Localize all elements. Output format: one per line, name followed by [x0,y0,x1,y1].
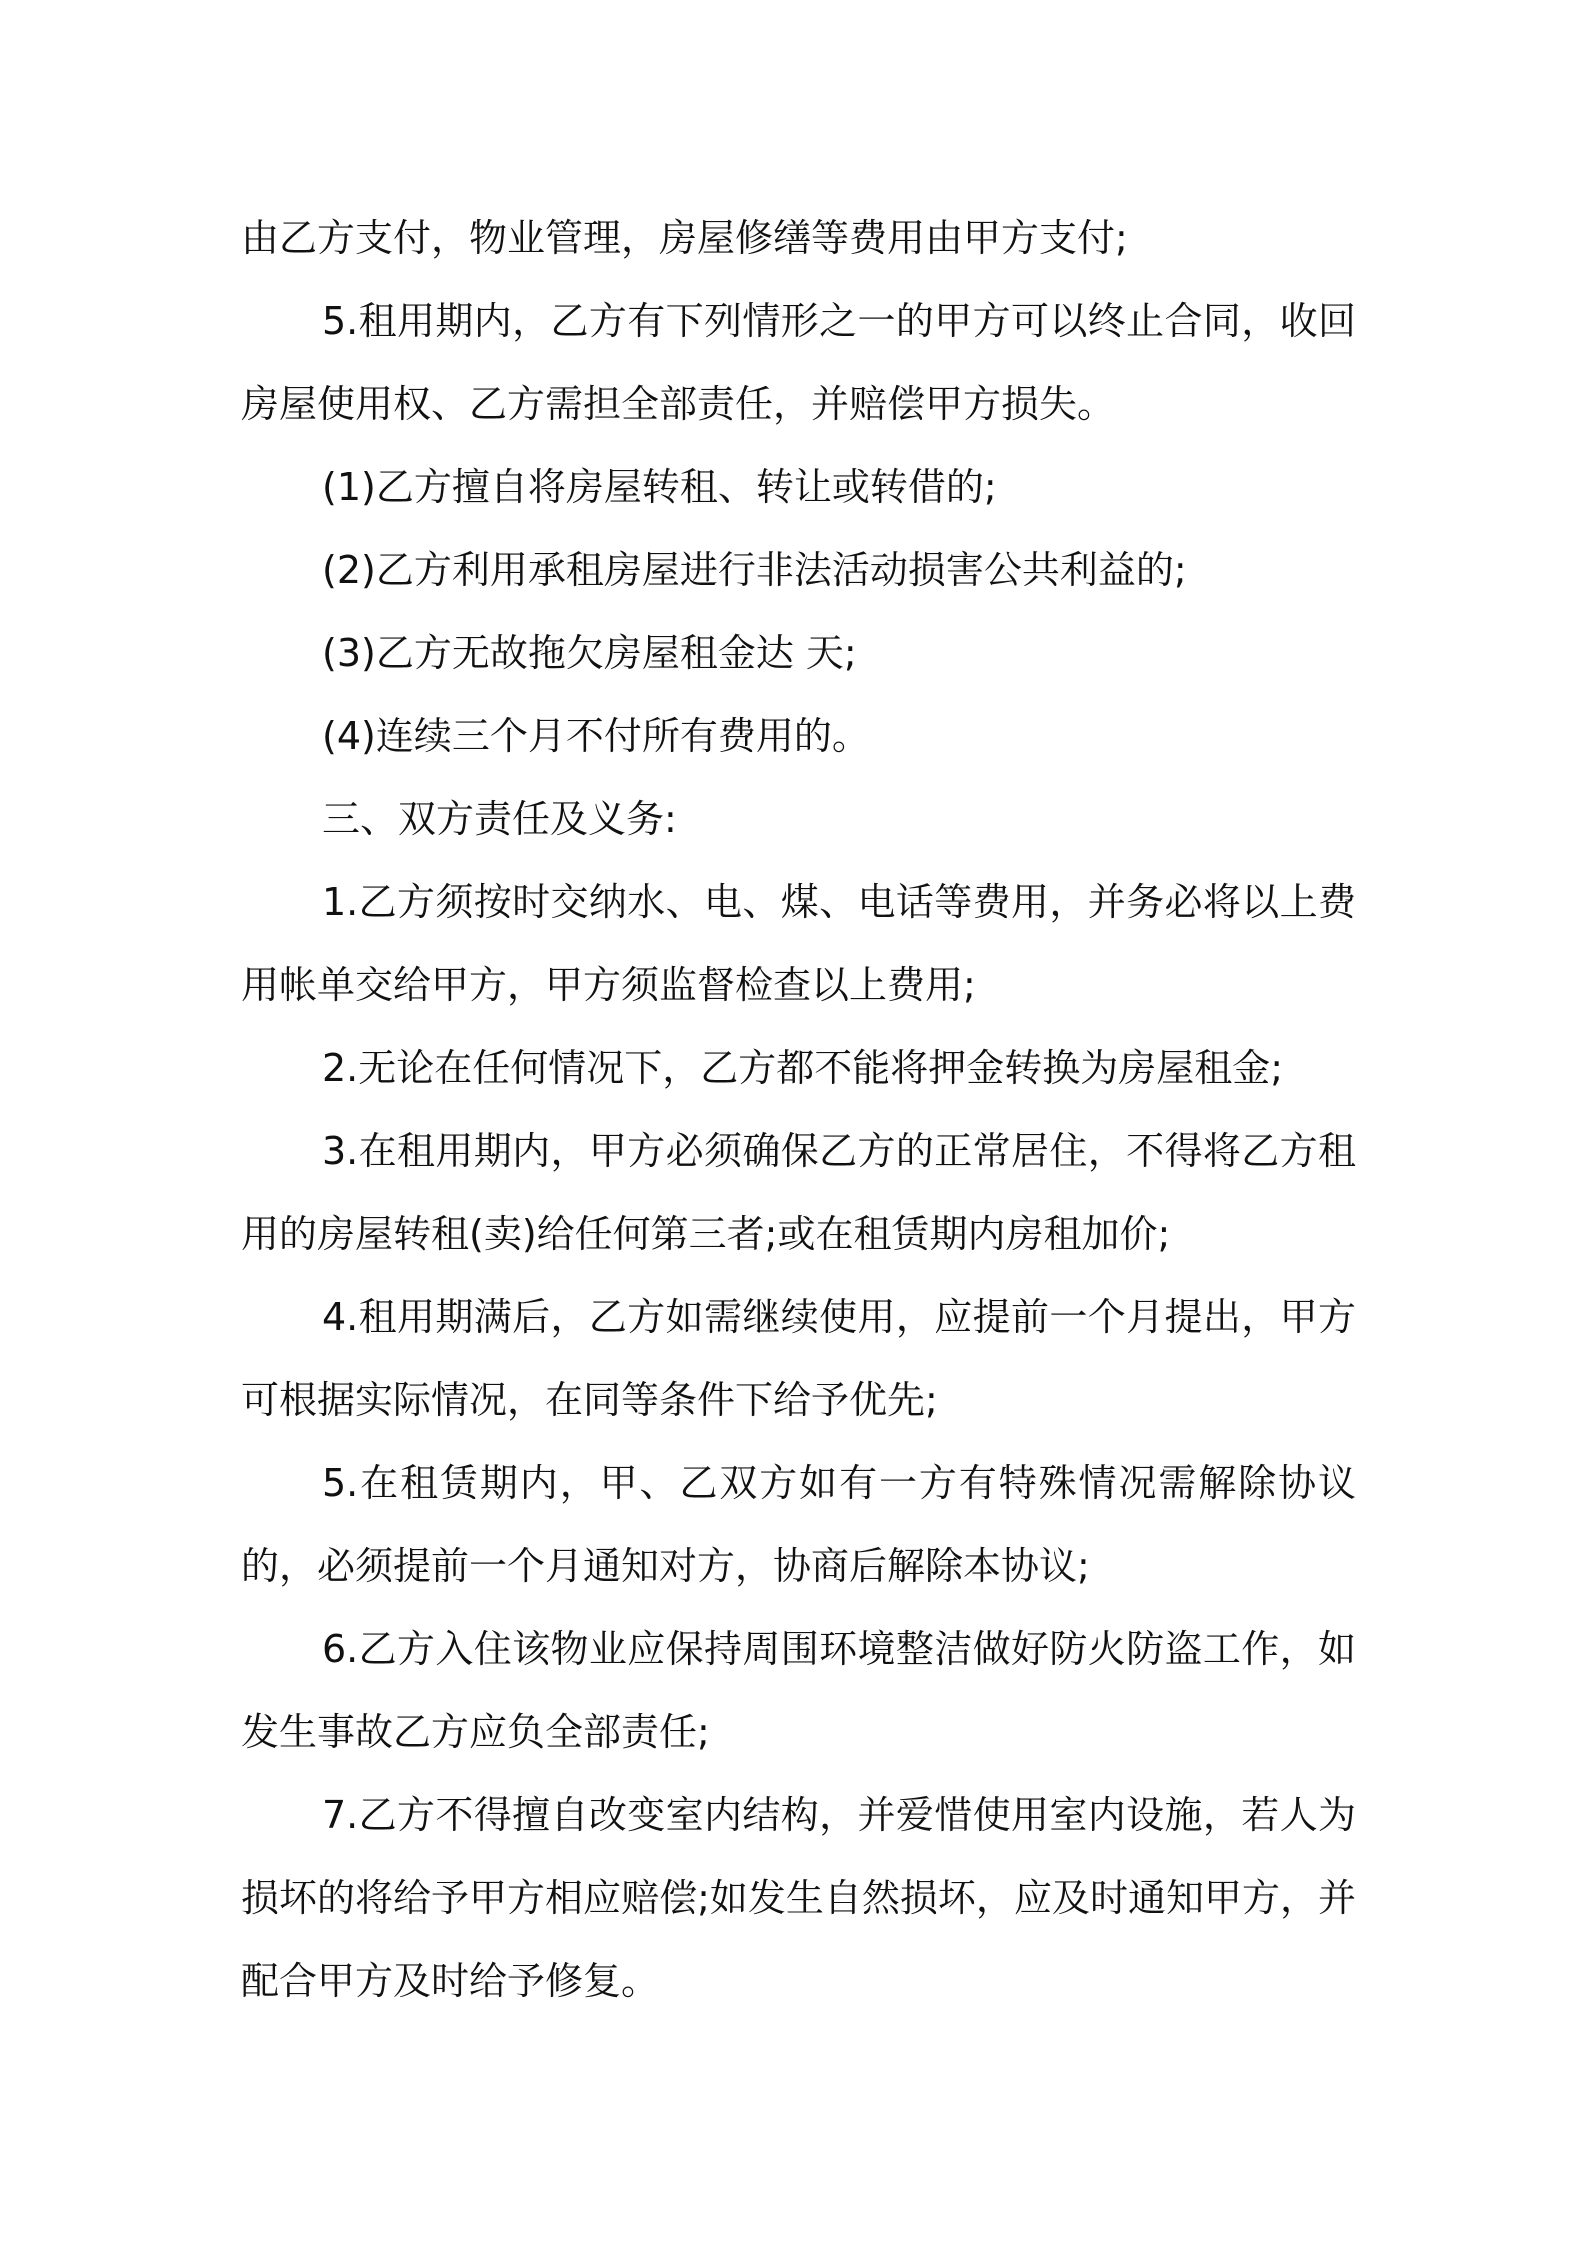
paragraph-item-1: (1)乙方擅自将房屋转租、转让或转借的; [322,465,997,509]
paragraph-clause-5-termination: 5.租用期内，乙方有下列情形之一的甲方可以终止合同，收回房屋使用权、乙方需担全部责任，并赔偿甲方损失。 [241,299,1356,426]
paragraph-duty-1: 1.乙方须按时交纳水、电、煤、电话等费用，并务必将以上费用帐单交给甲方，甲方须监督检查以上费用; [241,880,1356,1007]
paragraph-item-4: (4)连续三个月不付所有费用的。 [322,714,870,758]
paragraph-duty-4: 4.租用期满后，乙方如需继续使用，应提前一个月提出，甲方可根据实际情况，在同等条件下给予优先; [241,1295,1356,1422]
paragraph-continuation: 由乙方支付，物业管理，房屋修缮等费用由甲方支付; [241,216,1128,260]
paragraph-item-3: (3)乙方无故拖欠房屋租金达 天; [322,631,857,675]
paragraph-duty-5: 5.在租赁期内，甲、乙双方如有一方有特殊情况需解除协议的，必须提前一个月通知对方，协商后解除本协议; [241,1461,1356,1588]
paragraph-duty-6: 6.乙方入住该物业应保持周围环境整洁做好防火防盗工作，如发生事故乙方应负全部责任; [241,1627,1356,1754]
section-heading-responsibilities: 三、双方责任及义务: [322,797,677,841]
paragraph-item-2: (2)乙方利用承租房屋进行非法活动损害公共利益的; [322,548,1187,592]
paragraph-duty-2: 2.无论在任何情况下，乙方都不能将押金转换为房屋租金; [322,1046,1284,1090]
paragraph-duty-3: 3.在租用期内，甲方必须确保乙方的正常居住，不得将乙方租用的房屋转租(卖)给任何第三者;或在租赁期内房租加价; [241,1129,1356,1256]
document-body [241,197,1356,2023]
paragraph-duty-7: 7.乙方不得擅自改变室内结构，并爱惜使用室内设施，若人为损坏的将给予甲方相应赔偿;如发生自然损坏，应及时通知甲方，并配合甲方及时给予修复。 [241,1793,1356,2003]
